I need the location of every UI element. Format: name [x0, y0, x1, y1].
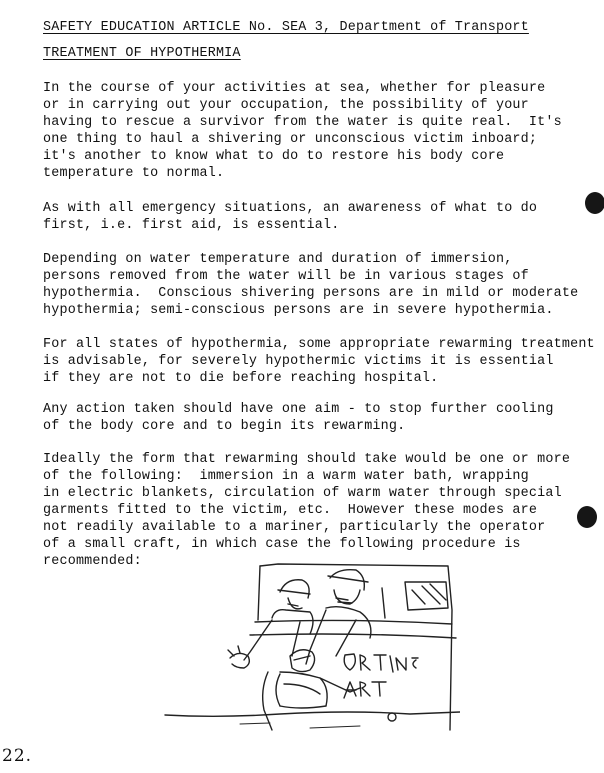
paragraph-line: having to rescue a survivor from the water is quite real. It's — [43, 115, 562, 130]
paragraph-line: in electric blankets, circulation of warm water through special — [43, 486, 562, 501]
paragraph-line: For all states of hypothermia, some appropriate rewarming treatment — [43, 337, 595, 352]
paragraph-line: or in carrying out your occupation, the possibility of your — [43, 98, 529, 113]
paragraph-line: it's another to know what to do to restore his body core — [43, 149, 505, 164]
paragraph-line: In the course of your activities at sea, whether for pleasure — [43, 81, 546, 96]
article-header: SAFETY EDUCATION ARTICLE No. SEA 3, Department of Transport — [43, 20, 529, 35]
paragraph-line: hypothermia; semi-conscious persons are in severe hypothermia. — [43, 303, 554, 318]
binder-hole — [577, 506, 597, 528]
article-title: TREATMENT OF HYPOTHERMIA — [43, 46, 241, 61]
paragraph-line: Depending on water temperature and duration of immersion, — [43, 252, 513, 267]
page-number: 22. — [2, 746, 33, 766]
paragraph-line: Ideally the form that rewarming should take would be one or more — [43, 452, 571, 467]
paragraph-line: temperature to normal. — [43, 166, 225, 181]
paragraph-line: hypothermia. Conscious shivering persons are in mild or moderate — [43, 286, 579, 301]
paragraph-line: first, i.e. first aid, is essential. — [43, 218, 340, 233]
paragraph-line: one thing to haul a shivering or unconscious victim inboard; — [43, 132, 538, 147]
paragraph-line: As with all emergency situations, an awareness of what to do — [43, 201, 538, 216]
paragraph-line: of the following: immersion in a warm water bath, wrapping — [43, 469, 529, 484]
paragraph-line: of a small craft, in which case the following procedure is — [43, 537, 521, 552]
paragraph-line: not readily available to a mariner, particularly the operator — [43, 520, 546, 535]
paragraph-line: recommended: — [43, 554, 142, 569]
rescue-illustration — [160, 560, 460, 740]
binder-hole — [585, 192, 604, 214]
paragraph-line: persons removed from the water will be in various stages of — [43, 269, 529, 284]
paragraph-line: is advisable, for severely hypothermic victims it is essential — [43, 354, 554, 369]
paragraph-line: if they are not to die before reaching hospital. — [43, 371, 439, 386]
paragraph-line: Any action taken should have one aim - to stop further cooling — [43, 402, 554, 417]
paragraph-line: garments fitted to the victim, etc. However these modes are — [43, 503, 538, 518]
paragraph-line: of the body core and to begin its rewarming. — [43, 419, 406, 434]
